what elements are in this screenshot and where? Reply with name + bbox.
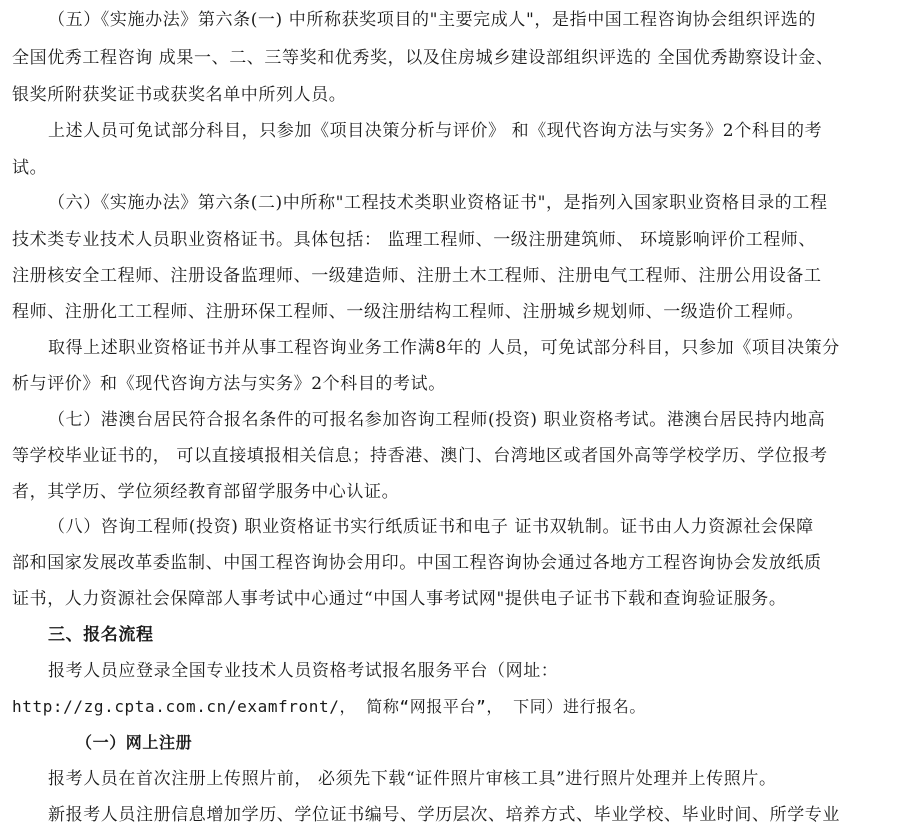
paragraph-8-line-2: 部和国家发展改革委监制、中国工程咨询协会用印。中国工程咨询协会通过各地方工程咨询协会发放纸质 [12,553,822,573]
paragraph-6b-line-2: 析与评价》和《现代咨询方法与实务》2个科目的考试。 [12,374,446,394]
paragraph-5-line-2: 全国优秀工程咨询 成果一、二、三等奖和优秀奖，以及住房城乡建设部组织评选的 全国优秀勘察设计金、 [12,48,834,68]
paragraph-6-line-1: （六）《实施办法》第六条(二)中所称"工程技术类职业资格证书"，是指列入国家职业资格目录的工程 [48,193,828,213]
online-registration-line-2: 新报考人员注册信息增加学历、学位证书编号、学历层次、培养方式、毕业学校、毕业时间、所学专业 [48,805,840,825]
paragraph-7-line-2: 等学校毕业证书的， 可以直接填报相关信息；持香港、澳门、台湾地区或者国外高等学校学历、学位报考 [12,446,828,466]
paragraph-8-line-3: 证书，人力资源社会保障部人事考试中心通过“中国人事考试网"提供电子证书下载和查询验证服务。 [12,589,787,609]
paragraph-5-line-1: （五）《实施办法》第六条(一) 中所称获奖项目的"主要完成人"，是指中国工程咨询协会组织评选的 [48,10,817,30]
exemption-note-line-1: 上述人员可免试部分科目，只参加《项目决策分析与评价》 和《现代咨询方法与实务》2个科目的考 [48,121,823,141]
exemption-note-line-2: 试。 [12,158,48,178]
paragraph-8-line-1: （八）咨询工程师(投资) 职业资格证书实行纸质证书和电子 证书双轨制。证书由人力资源社会保障 [48,517,814,537]
paragraph-6-line-4: 程师、注册化工工程师、注册环保工程师、一级注册结构工程师、注册城乡规划师、一级造价工程师。 [12,302,804,322]
paragraph-6-line-3: 注册核安全工程师、注册设备监理师、一级建造师、注册土木工程师、注册电气工程师、注册公用设备工 [12,266,822,286]
paragraph-7-line-1: （七）港澳台居民符合报名条件的可报名参加咨询工程师(投资) 职业资格考试。港澳台居民持内地高 [48,410,826,430]
online-registration-line-1: 报考人员在首次注册上传照片前， 必须先下载“证件照片审核工具”进行照片处理并上传照片。 [48,769,777,789]
subheading-online-registration: （一）网上注册 [76,733,193,752]
paragraph-5-line-3: 银奖所附获奖证书或获奖名单中所列人员。 [12,85,347,105]
section-heading-registration-process: 三、报名流程 [48,625,154,645]
registration-intro-line-1: 报考人员应登录全国专业技术人员资格考试报名服务平台（网址： [48,661,559,681]
paragraph-7-line-3: 者，其学历、学位须经教育部留学服务中心认证。 [12,482,400,502]
paragraph-6-line-2: 技术类专业技术人员职业资格证书。具体包括： 监理工程师、一级注册建筑师、 环境影响评价工程师、 [12,230,817,250]
registration-intro-line-2: http://zg.cpta.com.cn/examfront/， 简称“网报平台”， 下同）进行报名。 [12,697,646,716]
paragraph-6b-line-1: 取得上述职业资格证书并从事工程咨询业务工作满8年的 人员，可免试部分科目，只参加《项目决策分 [48,338,840,358]
